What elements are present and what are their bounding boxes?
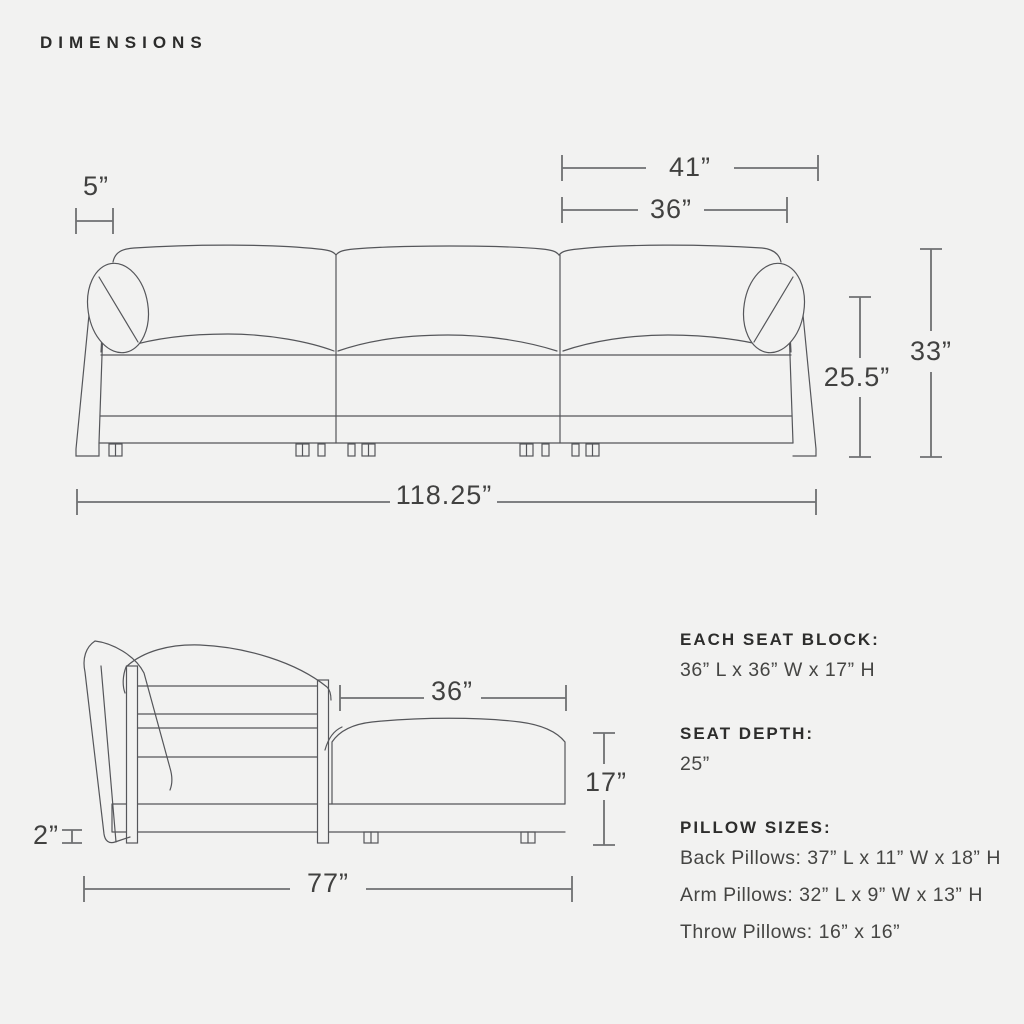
- base-lines: [99, 355, 793, 443]
- seat-cushion-middle: [338, 335, 557, 351]
- spec-throw-pillows: Throw Pillows: 16” x 16”: [680, 921, 901, 943]
- spec-panel: [680, 630, 1010, 959]
- frame-rails: [138, 686, 317, 757]
- seat-cushion-left: [120, 334, 334, 351]
- spec-back-pillows: Back Pillows: 37” L x 11” W x 18” H: [680, 847, 1001, 869]
- label-leg-height: 2”: [32, 820, 60, 850]
- label-arm-width: 5”: [82, 171, 110, 201]
- label-arm-height: 25.5”: [823, 362, 891, 392]
- label-overall-height: 33”: [909, 336, 953, 366]
- label-seat-height: 17”: [584, 767, 628, 797]
- spec-value-seat-block: 36” L x 36” W x 17” H: [680, 659, 876, 681]
- label-overall-width: 118.25”: [395, 480, 493, 510]
- spec-heading-pillows: PILLOW SIZES:: [680, 818, 832, 837]
- dim-line-leg-height: [62, 830, 82, 843]
- back-cushions: [113, 245, 781, 262]
- spec-value-seat-depth: 25”: [680, 753, 710, 775]
- spec-heading-seat-depth: SEAT DEPTH:: [680, 724, 815, 743]
- side-legs: [364, 832, 535, 843]
- module-seams: [336, 255, 560, 443]
- seat-cushion-right: [563, 335, 776, 351]
- top-cushion: [123, 645, 331, 700]
- label-overall-depth: 77”: [306, 868, 350, 898]
- sofa-front-drawing: [76, 245, 816, 456]
- dim-line-arm-width: [76, 208, 113, 234]
- page-title: DIMENSIONS: [40, 33, 208, 52]
- spec-heading-seat-block: EACH SEAT BLOCK:: [680, 630, 880, 649]
- back-post: [127, 666, 138, 843]
- spec-arm-pillows: Arm Pillows: 32” L x 9” W x 13” H: [680, 884, 983, 906]
- label-module-width: 36”: [649, 194, 693, 224]
- front-post: [318, 680, 329, 843]
- label-ottoman-depth: 36”: [430, 676, 474, 706]
- front-legs: [109, 444, 599, 456]
- ottoman: [332, 718, 565, 804]
- sofa-side-drawing: [84, 641, 565, 843]
- side-base: [112, 804, 565, 832]
- label-module-with-arm: 41”: [668, 152, 712, 182]
- back-panel-edge: [101, 666, 116, 842]
